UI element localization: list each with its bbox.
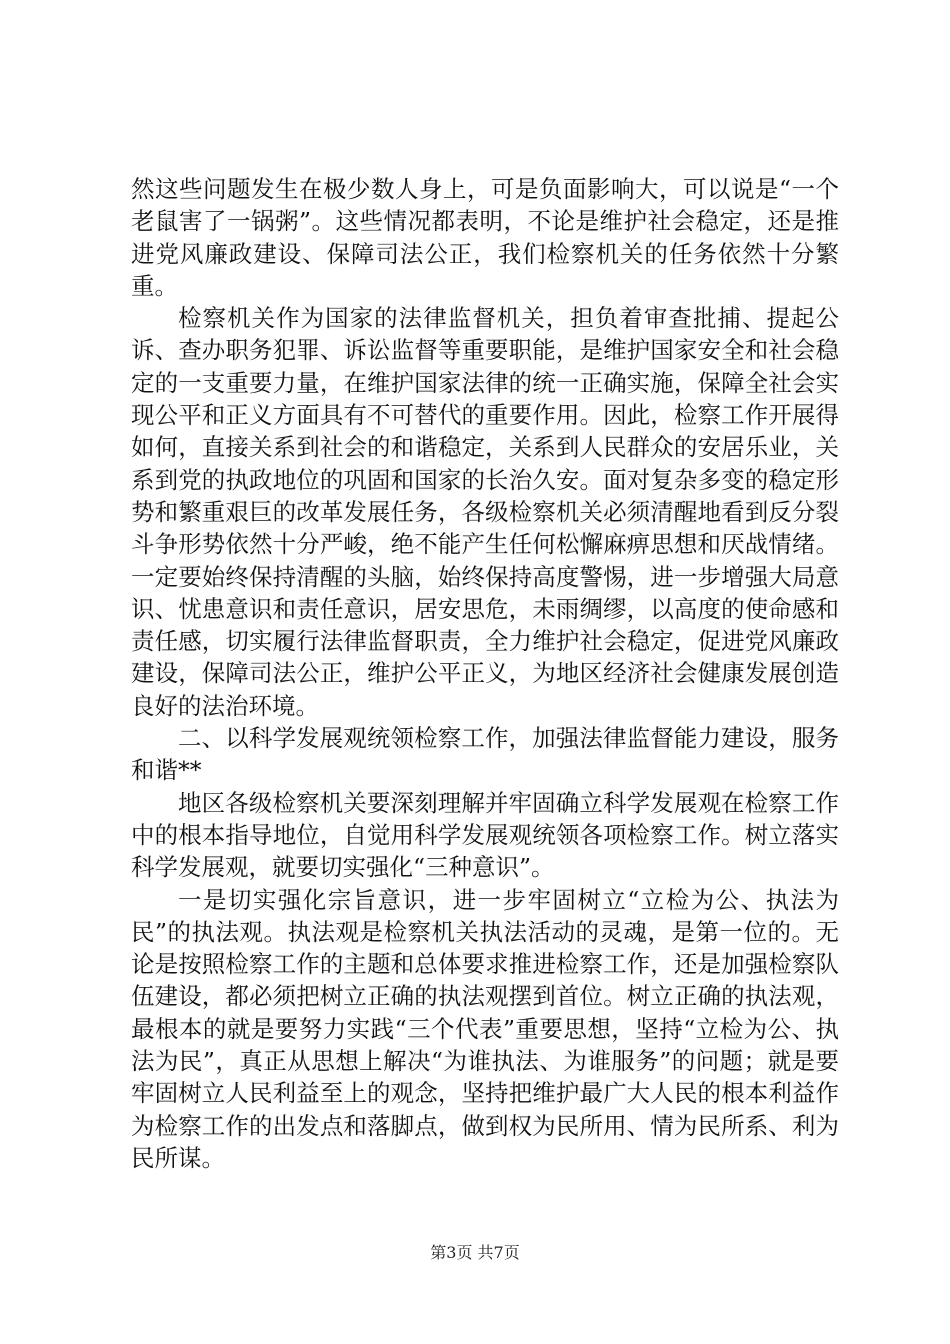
section-heading: 二、以科学发展观统领检察工作，加强法律监督能力建设，服务和谐** [131,724,839,785]
paragraph-3: 地区各级检察机关要深刻理解并牢固确立科学发展观在检察工作中的根本指导地位，自觉用科学发展观统领各项检察工作。树立落实科学发展观，就要切实强化“三种意识”。 [131,788,839,882]
paragraph-1: 然这些问题发生在极少数人身上，可是负面影响大，可以说是“一个老鼠害了一锅粥”。这些情况都表明，不论是维护社会稳定，还是推进党风廉政建设、保障司法公正，我们检察机关的任务依然十分繁重。 [131,175,839,300]
paragraph-2: 检察机关作为国家的法律监督机关，担负着审查批捕、提起公诉、查办职务犯罪、诉讼监督等重要职能，是维护国家安全和社会稳定的一支重要力量，在维护国家法律的统一正确实施，保障全社会实现公平和正义方面具有不可替代的重要作用。因此，检察工作开展得如何，直接关系到社会的和谐稳定，关系到人民群众的安居乐业，关系到党的执政地位的巩固和国家的长治久安。面对复杂多变的稳定形势和繁重艰巨的改革发展任务，各级检察机关必须清醒地看到反分裂斗争形势依然十分严峻，绝不能产生任何松懈麻痹思想和厌战情绪。一定要始终保持清醒的头脑，始终保持高度警惕，进一步增强大局意识、忧患意识和责任意识，居安思危，未雨绸缪，以高度的使命感和责任感，切实履行法律监督职责，全力维护社会稳定，促进党风廉政建设，保障司法公正，维护公平正义，为地区经济社会健康发展创造良好的法治环境。 [131,304,839,720]
page-number: 第3页 共7页 [430,1243,520,1262]
document-body [131,173,839,1174]
paragraph-4: 一是切实强化宗旨意识，进一步牢固树立“立检为公、执法为民”的执法观。执法观是检察机关执法活动的灵魂，是第一位的。无论是按照检察工作的主题和总体要求推进检察工作，还是加强检察队伍建设，都必须把树立正确的执法观摆到首位。树立正确的执法观，最根本的就是要努力实践“三个代表”重要思想，坚持“立检为公、执法为民”，真正从思想上解决“为谁执法、为谁服务”的问题；就是要牢固树立人民利益至上的观念，坚持把维护最广大人民的根本利益作为检察工作的出发点和落脚点，做到权为民所用、情为民所系、利为民所谋。 [131,885,839,1172]
